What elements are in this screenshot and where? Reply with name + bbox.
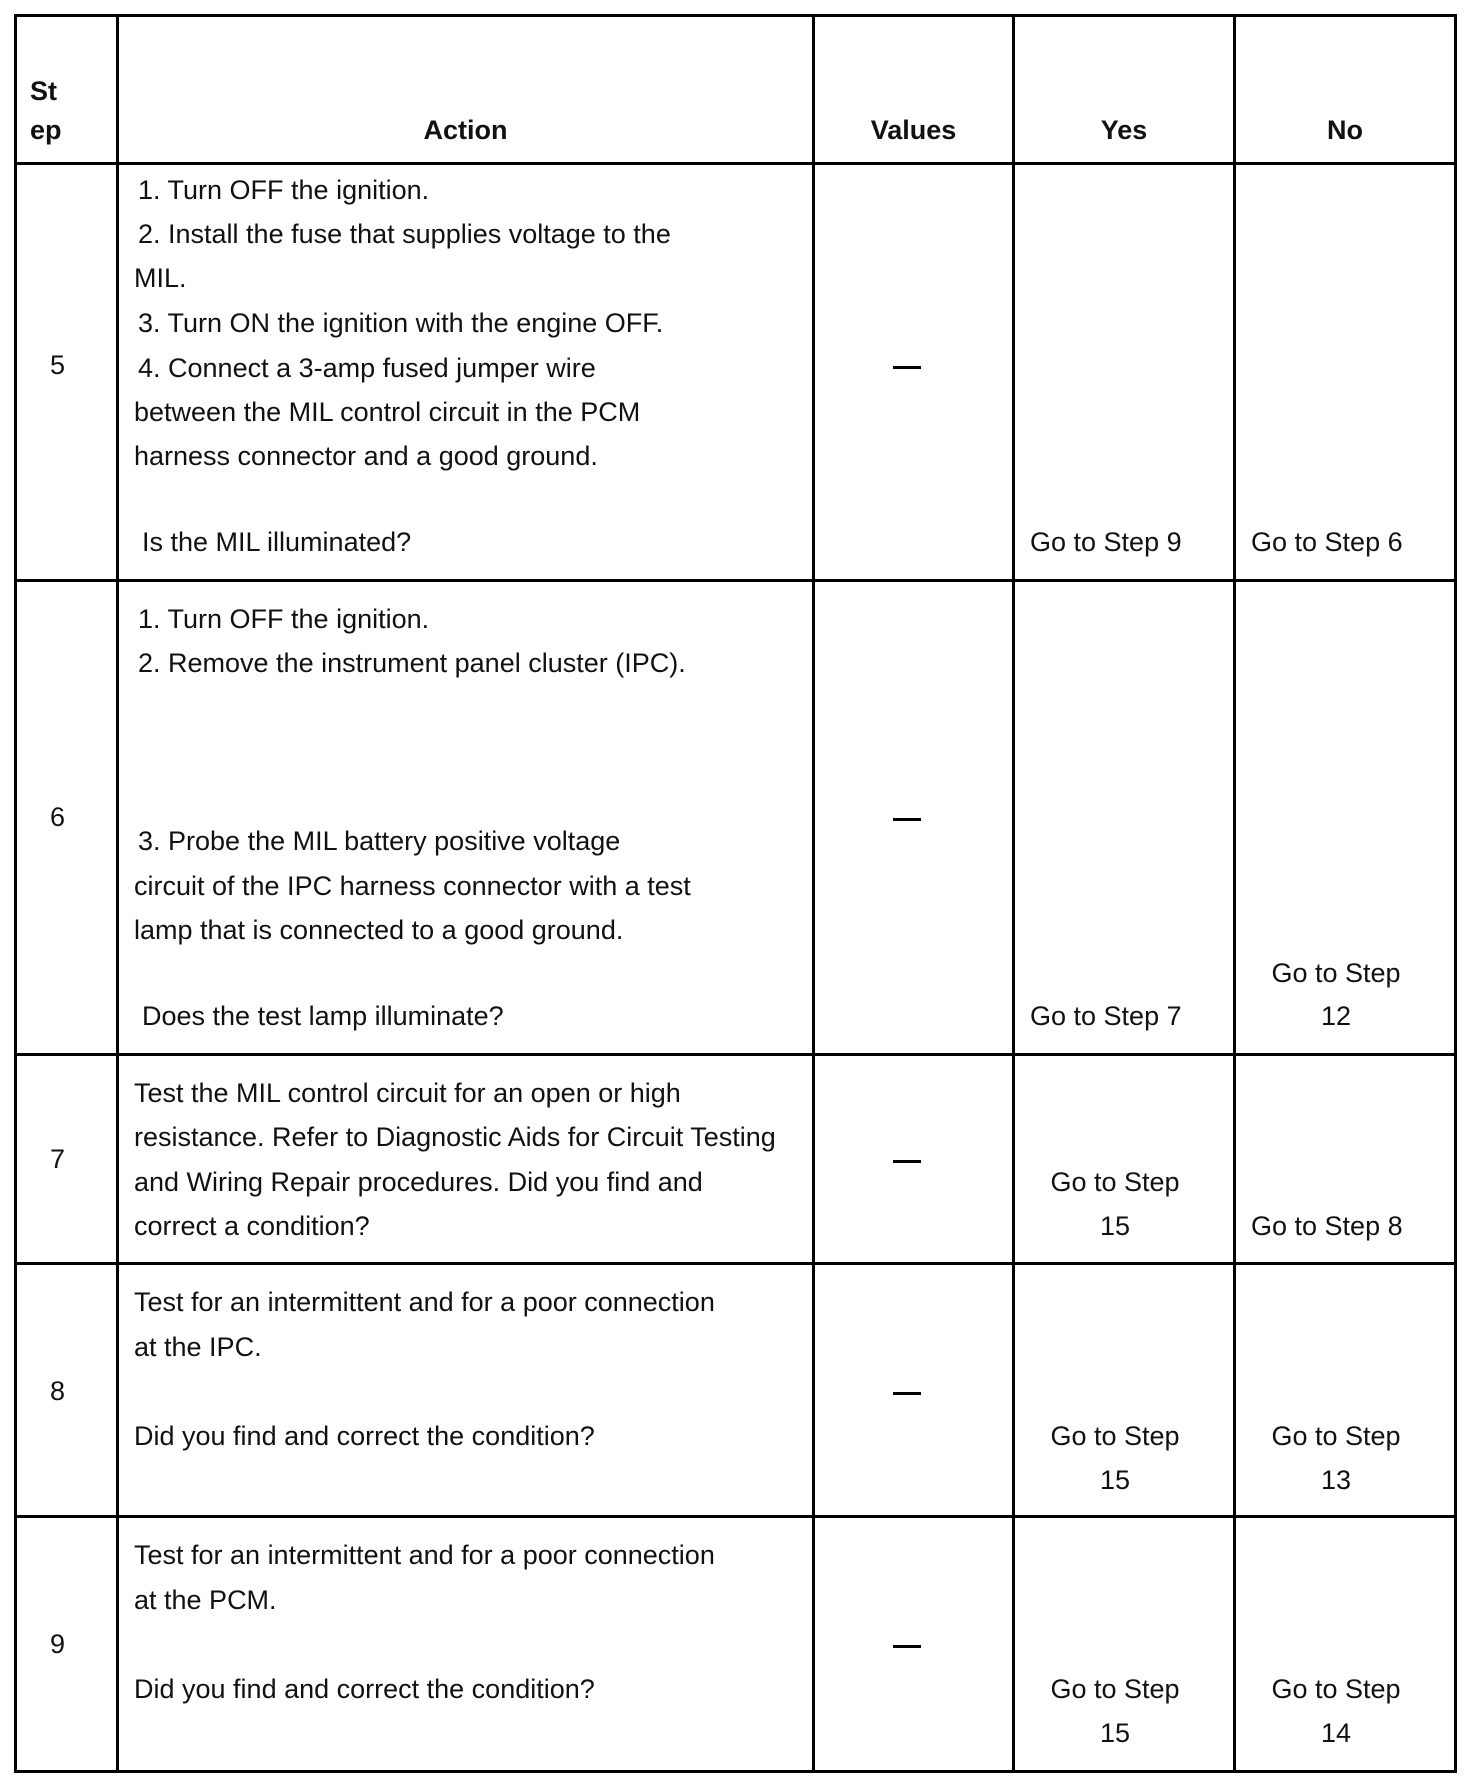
action-line: at the PCM.: [134, 1585, 277, 1615]
header-values: Values: [870, 115, 957, 145]
step-number: 6: [50, 802, 66, 832]
action-line: 2. Remove the instrument panel cluster (IPC).: [138, 648, 686, 678]
action-line: 1. Turn OFF the ignition.: [138, 175, 430, 205]
values-dash: [893, 366, 921, 369]
column-divider: [116, 15, 119, 1773]
column-divider: [812, 15, 815, 1773]
action-line: lamp that is connected to a good ground.: [134, 915, 624, 945]
action-line: 3. Turn ON the ignition with the engine OFF.: [138, 308, 664, 338]
row-divider: [14, 1053, 1457, 1056]
action-question: Does the test lamp illuminate?: [142, 1001, 504, 1031]
header-row-divider: [14, 162, 1457, 165]
no-result: Go to Step: [1271, 958, 1401, 988]
no-result: 12: [1320, 1001, 1352, 1031]
values-dash: [893, 1160, 921, 1163]
action-line: 2. Install the fuse that supplies voltage to the: [138, 219, 671, 249]
step-number: 7: [50, 1144, 66, 1174]
table-border-top: [14, 14, 1457, 17]
yes-result: Go to Step 9: [1030, 527, 1182, 557]
header-yes: Yes: [1100, 115, 1148, 145]
action-line: circuit of the IPC harness connector with a test: [134, 871, 691, 901]
header-no: No: [1327, 115, 1363, 145]
step-number: 5: [50, 350, 66, 380]
table-border-bottom: [14, 1770, 1457, 1773]
yes-result: 15: [1099, 1465, 1131, 1495]
header-action: Action: [423, 115, 508, 145]
step-number: 9: [50, 1629, 66, 1659]
yes-result: 15: [1099, 1211, 1131, 1241]
header-step-line2: ep: [30, 115, 62, 145]
action-line: at the IPC.: [134, 1332, 262, 1362]
column-divider: [1012, 15, 1015, 1773]
action-line: 3. Probe the MIL battery positive voltage: [138, 826, 621, 856]
no-result: Go to Step 6: [1251, 527, 1403, 557]
values-dash: [893, 1645, 921, 1648]
row-divider: [14, 1515, 1457, 1518]
action-line: Did you find and correct the condition?: [134, 1421, 595, 1451]
column-divider: [1233, 15, 1236, 1773]
values-dash: [893, 1392, 921, 1395]
action-line: Did you find and correct the condition?: [134, 1674, 595, 1704]
action-line: Test the MIL control circuit for an open or high: [134, 1078, 681, 1108]
action-line: 1. Turn OFF the ignition.: [138, 604, 430, 634]
action-line: between the MIL control circuit in the PCM: [134, 397, 641, 427]
step-number: 8: [50, 1376, 66, 1406]
no-result: Go to Step: [1271, 1674, 1401, 1704]
yes-result: Go to Step 7: [1030, 1001, 1182, 1031]
values-dash: [893, 818, 921, 821]
action-line: 4. Connect a 3-amp fused jumper wire: [138, 353, 596, 383]
action-line: Test for an intermittent and for a poor connection: [134, 1287, 715, 1317]
action-line: MIL.: [134, 263, 187, 293]
action-line: and Wiring Repair procedures. Did you find and: [134, 1167, 703, 1197]
yes-result: Go to Step: [1050, 1421, 1180, 1451]
yes-result: 15: [1099, 1718, 1131, 1748]
action-question: Is the MIL illuminated?: [142, 527, 412, 557]
action-line: resistance. Refer to Diagnostic Aids for Circuit Testing: [134, 1122, 776, 1152]
no-result: Go to Step: [1271, 1421, 1401, 1451]
table-border-right: [1454, 15, 1457, 1773]
row-divider: [14, 1262, 1457, 1265]
yes-result: Go to Step: [1050, 1674, 1180, 1704]
table-border-left: [14, 15, 17, 1773]
action-line: correct a condition?: [134, 1211, 370, 1241]
action-line: harness connector and a good ground.: [134, 441, 598, 471]
row-divider: [14, 579, 1457, 582]
yes-result: Go to Step: [1050, 1167, 1180, 1197]
no-result: 14: [1320, 1718, 1352, 1748]
header-step-line1: St: [30, 76, 57, 106]
no-result: 13: [1320, 1465, 1352, 1495]
no-result: Go to Step 8: [1251, 1211, 1403, 1241]
action-line: Test for an intermittent and for a poor connection: [134, 1540, 715, 1570]
